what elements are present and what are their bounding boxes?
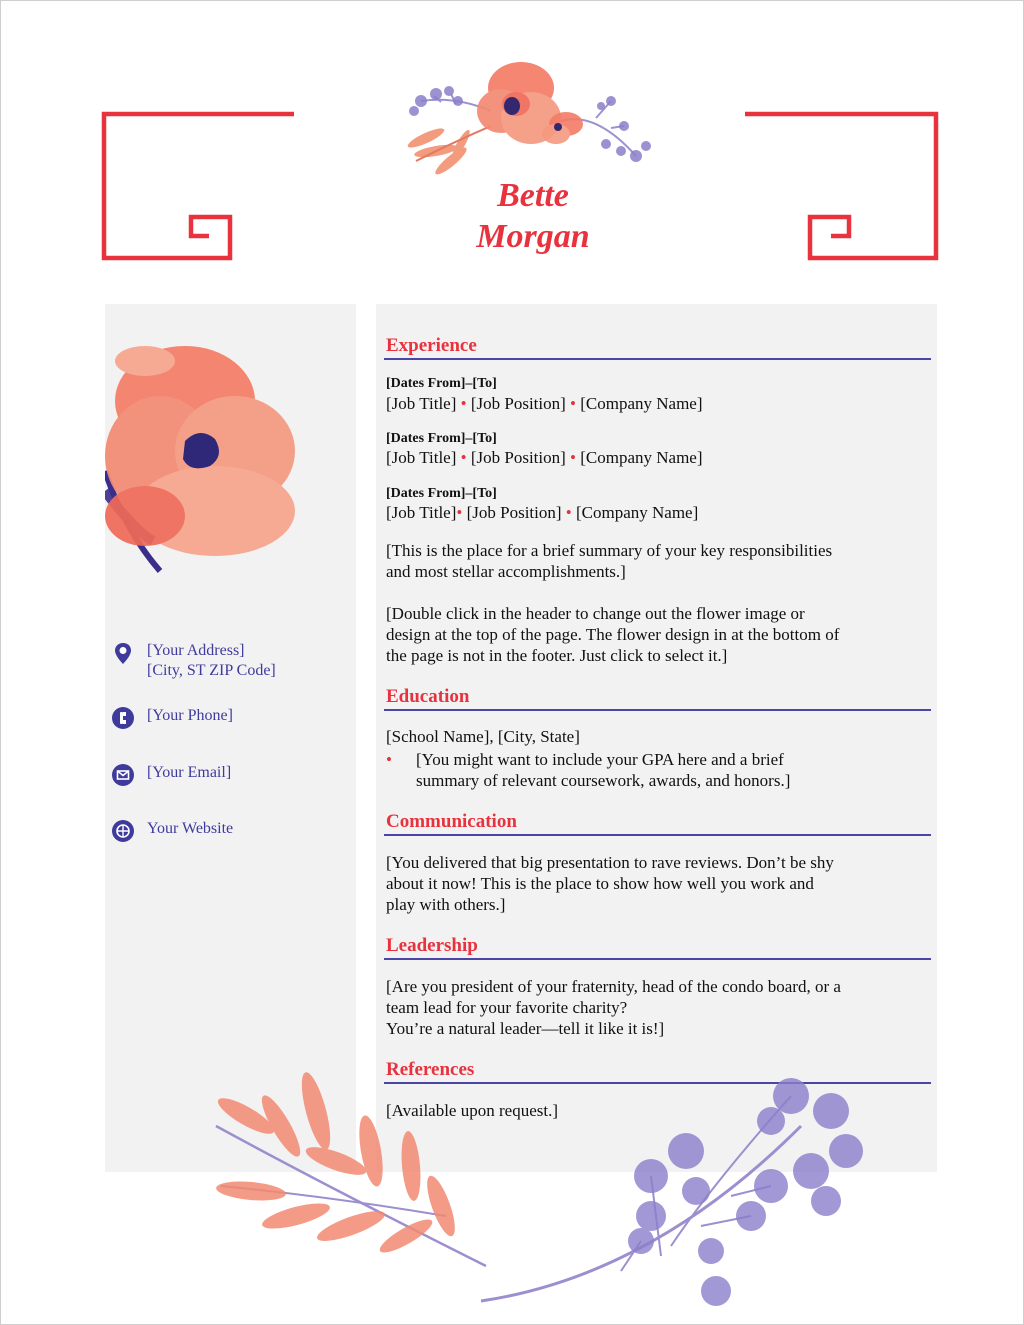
leadership-line-1: [Are you president of your fraternity, head of the condo board, or a [386,977,841,996]
job-2-company: [Company Name] [580,448,703,467]
leadership-line-3: You’re a natural leader—tell it like it is!] [386,1019,665,1038]
website-icon [111,819,135,843]
job-3-line [386,502,698,523]
job-1-position: [Job Position] [470,394,566,413]
email-text: [Your Email] [147,764,232,781]
phone-text: [Your Phone] [147,707,233,724]
experience-heading: Experience [386,335,477,356]
location-pin-icon [111,641,135,665]
job-1-line [386,393,703,414]
resume-last-name: Morgan [476,218,590,255]
address-line-1: [Your Address] [147,642,245,659]
separator-dot: • [456,503,463,522]
leadership-rule [384,958,931,960]
separator-dot: • [570,394,576,413]
communication-line-2: about it now! This is the place to show how well you work and [386,874,814,893]
top-flower-illustration [396,56,661,181]
corner-ornament-left [101,111,301,266]
job-3-dates: [Dates From]–[To] [386,486,497,501]
separator-dot: • [570,448,576,467]
job-2-title: [Job Title] [386,448,457,467]
sidebar-flower-illustration [105,341,305,581]
communication-line-1: [You delivered that big presentation to rave reviews. Don’t be shy [386,853,834,872]
education-bullet-line-2: summary of relevant coursework, awards, and honors.] [416,771,791,790]
job-3-position: [Job Position] [466,503,562,522]
job-2-line [386,447,703,468]
address-line-2: [City, ST ZIP Code] [147,662,276,679]
separator-dot: • [460,448,467,467]
separator-dot: • [460,394,467,413]
experience-summary-line-2: and most stellar accomplishments.] [386,562,626,581]
experience-tip-line-1: [Double click in the header to change out the flower image or [386,604,805,623]
experience-rule [384,358,931,360]
communication-rule [384,834,931,836]
website-text: Your Website [147,820,234,837]
references-line-1: [Available upon request.] [386,1101,558,1120]
education-bullet-line-1: [You might want to include your GPA here and a brief [416,750,784,769]
job-2-dates: [Dates From]–[To] [386,431,497,446]
bullet-dot: • [386,750,392,769]
references-heading: References [386,1059,475,1080]
corner-ornament-right [745,111,945,266]
job-3-company: [Company Name] [575,503,699,522]
education-rule [384,709,931,711]
experience-tip-line-2: design at the top of the page. The flower design in at the bottom of [386,625,840,644]
communication-line-3: play with others.] [386,895,506,914]
leadership-heading: Leadership [386,935,478,956]
job-3-title: [Job Title] [386,503,457,522]
job-1-dates: [Dates From]–[To] [386,376,497,391]
education-heading: Education [386,686,470,707]
phone-icon [111,706,135,730]
education-school: [School Name], [City, State] [386,727,580,746]
experience-summary-line-1: [This is the place for a brief summary of your key responsibilities [386,541,833,560]
job-1-title: [Job Title] [386,394,457,413]
job-1-company: [Company Name] [580,394,703,413]
bottom-leaf-branch-illustration [206,1066,496,1321]
leadership-line-2: team lead for your favorite charity? [386,998,628,1017]
bottom-berry-branch-illustration [471,1066,871,1316]
resume-first-name: Bette [497,177,569,214]
job-2-position: [Job Position] [470,448,566,467]
separator-dot: • [565,503,572,522]
email-icon [111,763,135,787]
communication-heading: Communication [386,811,517,832]
experience-tip-line-3: the page is not in the footer. Just click to select it.] [386,646,728,665]
